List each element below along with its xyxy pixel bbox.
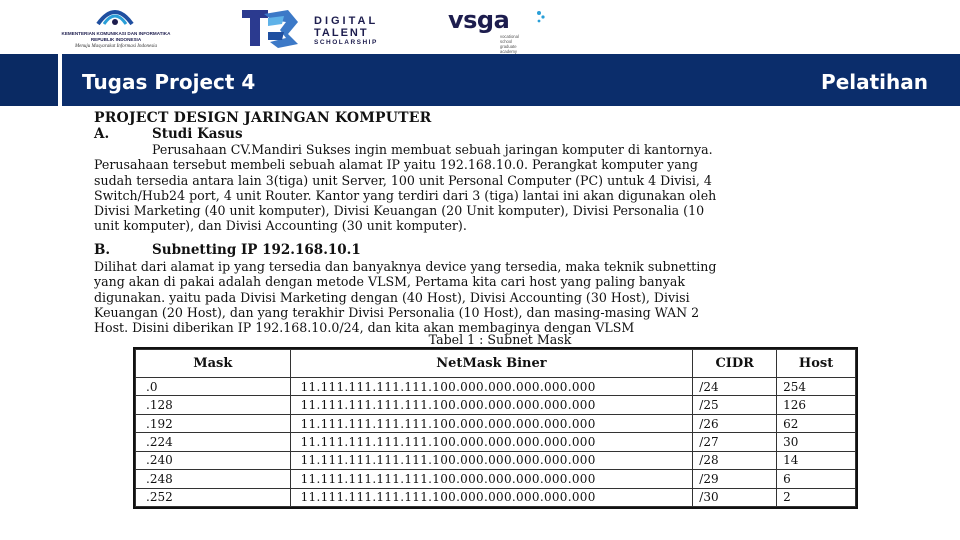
vsga-sub-line: graduate bbox=[500, 44, 517, 49]
digital-talent-wordmark bbox=[314, 16, 378, 47]
title-bar-divider bbox=[58, 54, 62, 106]
subnet-table bbox=[135, 349, 856, 507]
table-row bbox=[136, 433, 856, 451]
cell-host: 126 bbox=[777, 396, 856, 414]
table-row bbox=[136, 488, 856, 506]
section-b-number: B. bbox=[94, 242, 111, 258]
document-heading: PROJECT DESIGN JARINGAN KOMPUTER bbox=[94, 110, 432, 126]
paragraph-line: Switch/Hub24 port, 4 unit Router. Kantor yang terdiri dari 3 (tiga) lantai ini akan digunakan oleh bbox=[94, 187, 717, 203]
cell-netmask-biner: 11.111.111.111.111.100.000.000.000.000.000 bbox=[290, 488, 693, 506]
vsga-sub-line: vocational bbox=[500, 34, 519, 39]
cell-cidr: /28 bbox=[693, 451, 777, 469]
column-header-mask: Mask bbox=[136, 350, 291, 378]
kominfo-logo bbox=[36, 4, 196, 50]
vsga-sub-line: academy bbox=[500, 49, 517, 54]
paragraph-line: Perusahaan tersebut membeli sebuah alamat IP yaitu 192.168.10.0. Perangkat komputer yang bbox=[94, 157, 698, 173]
kominfo-emblem-icon bbox=[94, 4, 136, 28]
paragraph-line: Divisi Marketing (40 unit komputer), Divisi Keuangan (20 Unit komputer), Divisi Personalia (10 bbox=[94, 203, 705, 219]
cell-mask: .128 bbox=[136, 396, 291, 414]
cell-host: 2 bbox=[777, 488, 856, 506]
vsga-subtitle bbox=[500, 34, 540, 54]
kominfo-title: KEMENTERIAN KOMUNIKASI DAN INFORMATIKA bbox=[61, 31, 171, 36]
table-row bbox=[136, 451, 856, 469]
slide-section-label: Pelatihan bbox=[821, 70, 928, 94]
paragraph-line: Dilihat dari alamat ip yang tersedia dan banyaknya device yang tersedia, maka teknik subnetting bbox=[94, 259, 717, 274]
cell-cidr: /27 bbox=[693, 433, 777, 451]
cell-host: 30 bbox=[777, 433, 856, 451]
cell-mask: .248 bbox=[136, 470, 291, 488]
logo-row bbox=[0, 0, 960, 54]
vsga-dots-icon bbox=[536, 10, 546, 24]
cell-host: 14 bbox=[777, 451, 856, 469]
section-a-paragraph bbox=[94, 142, 902, 234]
table-row bbox=[136, 414, 856, 432]
section-a-number: A. bbox=[94, 126, 110, 142]
cell-cidr: /30 bbox=[693, 488, 777, 506]
cell-netmask-biner: 11.111.111.111.111.100.000.000.000.000.000 bbox=[290, 414, 693, 432]
cell-host: 254 bbox=[777, 378, 856, 396]
cell-host: 62 bbox=[777, 414, 856, 432]
section-b-title: Subnetting IP 192.168.10.1 bbox=[152, 242, 361, 258]
section-a-title: Studi Kasus bbox=[152, 126, 243, 142]
column-header-host: Host bbox=[777, 350, 856, 378]
title-bar bbox=[0, 54, 960, 106]
paragraph-line: Perusahaan CV.Mandiri Sukses ingin membuat sebuah jaringan komputer di kantornya. bbox=[152, 142, 713, 157]
paragraph-line: Keuangan (20 Host), dan yang terakhir Divisi Personalia (10 Host), dan masing-masing WAN 2 bbox=[94, 304, 700, 320]
dts-word-scholarship: SCHOLARSHIP bbox=[314, 39, 378, 46]
paragraph-line: unit komputer), dan Divisi Accounting (30 unit komputer). bbox=[94, 218, 467, 234]
table-header-row bbox=[136, 350, 856, 378]
subnet-table-container bbox=[133, 347, 858, 509]
cell-cidr: /26 bbox=[693, 414, 777, 432]
slide-title: Tugas Project 4 bbox=[82, 70, 256, 94]
column-header-netmask-biner: NetMask Biner bbox=[290, 350, 693, 378]
table-caption: Tabel 1 : Subnet Mask bbox=[428, 332, 572, 347]
title-bar-accent bbox=[0, 54, 58, 106]
dts-word-digital: DIGITAL bbox=[314, 15, 379, 27]
vsga-wordmark: vsga bbox=[448, 6, 510, 34]
kominfo-country: REPUBLIK INDONESIA bbox=[90, 37, 142, 42]
cell-mask: .192 bbox=[136, 414, 291, 432]
cell-cidr: /24 bbox=[693, 378, 777, 396]
digital-talent-logo bbox=[238, 4, 408, 52]
cell-cidr: /29 bbox=[693, 470, 777, 488]
table-row bbox=[136, 470, 856, 488]
cell-mask: .240 bbox=[136, 451, 291, 469]
cell-cidr: /25 bbox=[693, 396, 777, 414]
paragraph-line: Host. Disini diberikan IP 192.168.10.0/24, dan kita akan membaginya dengan VLSM bbox=[94, 320, 635, 336]
column-header-cidr: CIDR bbox=[693, 350, 777, 378]
vsga-logo bbox=[448, 6, 558, 54]
cell-mask: .224 bbox=[136, 433, 291, 451]
table-row bbox=[136, 378, 856, 396]
cell-netmask-biner: 11.111.111.111.111.100.000.000.000.000.000 bbox=[290, 470, 693, 488]
cell-netmask-biner: 11.111.111.111.111.100.000.000.000.000.000 bbox=[290, 433, 693, 451]
digital-talent-mark-icon bbox=[238, 4, 304, 50]
table-row bbox=[136, 396, 856, 414]
cell-netmask-biner: 11.111.111.111.111.100.000.000.000.000.000 bbox=[290, 378, 693, 396]
cell-netmask-biner: 11.111.111.111.111.100.000.000.000.000.000 bbox=[290, 396, 693, 414]
paragraph-line: sudah tersedia antara lain 3(tiga) unit Server, 100 unit Personal Computer (PC) untuk 4 Divisi, 4 bbox=[94, 172, 712, 188]
cell-netmask-biner: 11.111.111.111.111.100.000.000.000.000.000 bbox=[290, 451, 693, 469]
cell-mask: .252 bbox=[136, 488, 291, 506]
vsga-sub-line: school bbox=[500, 39, 513, 44]
cell-mask: .0 bbox=[136, 378, 291, 396]
paragraph-line: yang akan di pakai adalah dengan metode VLSM, Pertama kita cari host yang paling banyak bbox=[94, 274, 685, 290]
kominfo-motto: Menuju Masyarakat Informasi Indonesia bbox=[74, 44, 158, 49]
paragraph-line: digunakan. yaitu pada Divisi Marketing dengan (40 Host), Divisi Accounting (30 Host), Divisi bbox=[94, 289, 690, 305]
cell-host: 6 bbox=[777, 470, 856, 488]
section-b-paragraph bbox=[94, 259, 902, 335]
dts-word-talent: TALENT bbox=[314, 27, 369, 39]
